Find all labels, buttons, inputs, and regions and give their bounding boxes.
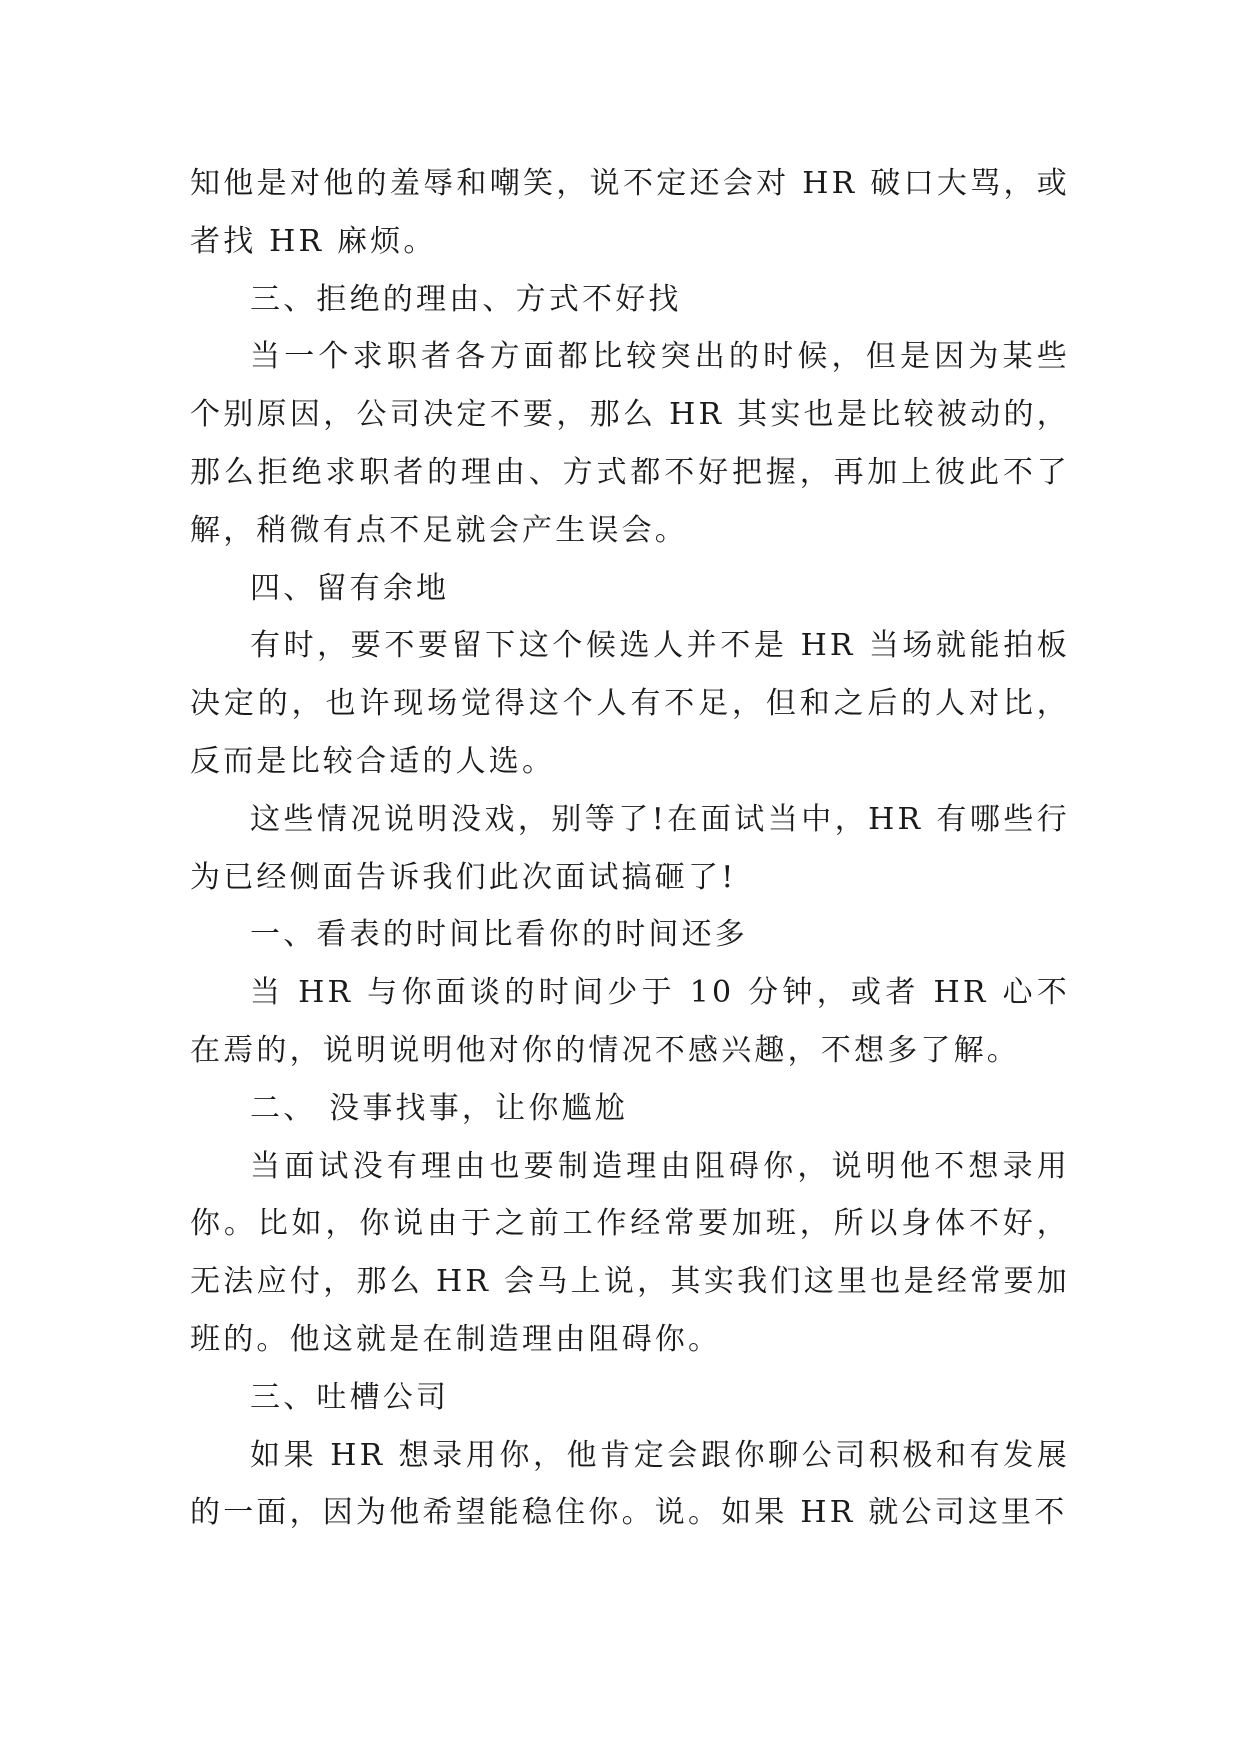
paragraph: 如果 HR 想录用你，他肯定会跟你聊公司积极和有发展的一面，因为他希望能稳住你。说。如果 HR 就公司这里不 [190,1437,1070,1531]
paragraph: 这些情况说明没戏，别等了!在面试当中，HR 有哪些行为已经侧面告诉我们此次面试搞砸了! [190,801,1070,895]
section-heading: 四、留有余地 [250,570,450,606]
section-heading: 二、 没事找事，让你尴尬 [250,1090,628,1126]
section-heading: 三、吐槽公司 [250,1379,450,1415]
paragraph: 当一个求职者各方面都比较突出的时候，但是因为某些个别原因，公司决定不要，那么 HR 其实也是比较被动的，那么拒绝求职者的理由、方式都不好把握，再加上彼此不了解，稍微有点不足就会产生误会。 [190,339,1070,548]
paragraph: 当 HR 与你面谈的时间少于 10 分钟，或者 HR 心不在焉的，说明说明他对你的情况不感兴趣，不想多了解。 [190,975,1070,1068]
section-heading: 三、拒绝的理由、方式不好找 [250,281,682,317]
document-body [190,155,1070,1542]
section-heading: 一、看表的时间比看你的时间还多 [250,917,748,953]
paragraph: 有时，要不要留下这个候选人并不是 HR 当场就能拍板决定的，也许现场觉得这个人有不足，但和之后的人对比，反而是比较合适的人选。 [190,628,1070,779]
paragraph: 当面试没有理由也要制造理由阻碍你，说明他不想录用你。比如，你说由于之前工作经常要加班，所以身体不好，无法应付，那么 HR 会马上说，其实我们这里也是经常要加班的。他这就是在制造理由阻碍你。 [190,1148,1070,1357]
paragraph: 知他是对他的羞辱和嘲笑，说不定还会对 HR 破口大骂，或者找 HR 麻烦。 [190,166,1070,259]
